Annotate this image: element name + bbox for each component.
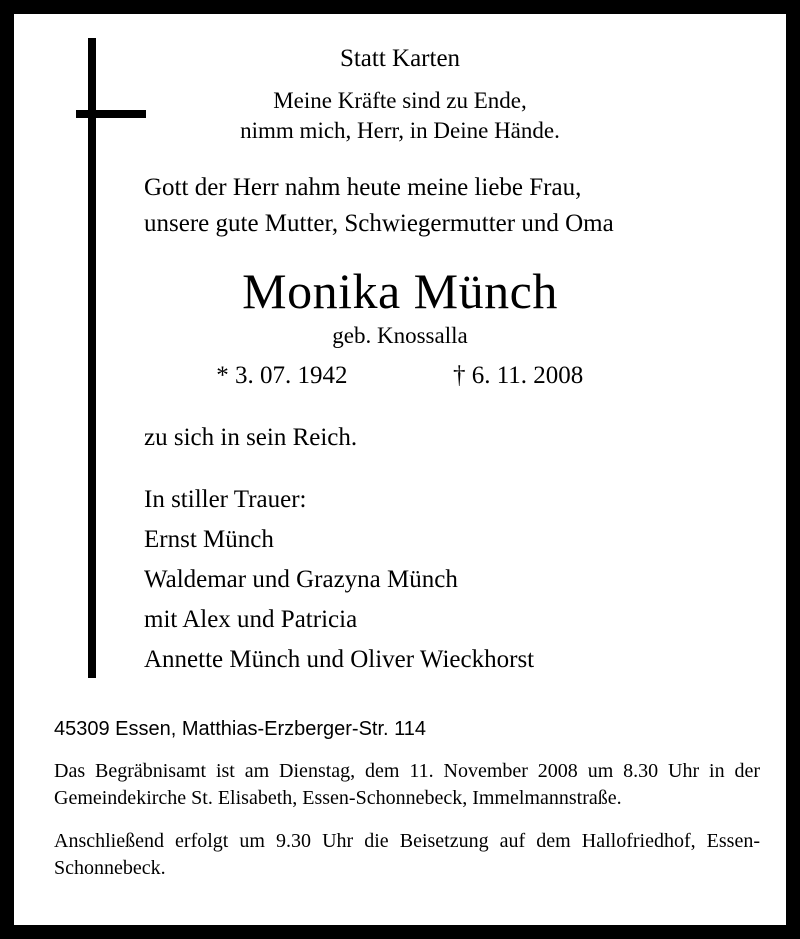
verse-line-2: nimm mich, Herr, in Deine Hände.: [240, 118, 560, 143]
address-line: 45309 Essen, Matthias-Erzberger-Str. 114: [54, 718, 427, 740]
mourner-2: Waldemar und Grazyna Münch: [144, 566, 458, 593]
birth-date: * 3. 07. 1942: [216, 362, 348, 389]
obituary-card: [14, 14, 786, 925]
closing-line: zu sich in sein Reich.: [144, 424, 358, 451]
funeral-info: Das Begräbnisamt ist am Dienstag, dem 11. November 2008 um 8.30 Uhr in der Gemeindekirche St. Elisabeth, Essen-Schonnebeck, Immelmannstraße.: [54, 760, 760, 809]
death-date: † 6. 11. 2008: [452, 362, 584, 389]
intro-block: [14, 170, 786, 242]
life-dates: [14, 360, 786, 392]
mourner-1: Ernst Münch: [144, 526, 274, 553]
mourners-block: [14, 480, 786, 680]
mourning-heading: In stiller Trauer:: [144, 486, 307, 513]
maiden-name: geb. Knossalla: [332, 323, 468, 348]
mourner-3: mit Alex und Patricia: [144, 606, 358, 633]
burial-info: Anschließend erfolgt um 9.30 Uhr die Beisetzung auf dem Hallofriedhof, Essen-Schonnebeck.: [54, 830, 760, 879]
statt-karten-line: Statt Karten: [339, 45, 461, 72]
mourner-4: Annette Münch und Oliver Wieckhorst: [144, 646, 535, 673]
verse-line-1: Meine Kräfte sind zu Ende,: [273, 88, 527, 113]
obituary-content: [14, 14, 786, 882]
verse-block: [14, 86, 786, 146]
intro-line-1: Gott der Herr nahm heute meine liebe Frau,: [144, 174, 582, 201]
intro-line-2: unsere gute Mutter, Schwiegermutter und Oma: [144, 210, 614, 237]
deceased-name: Monika Münch: [242, 263, 558, 319]
